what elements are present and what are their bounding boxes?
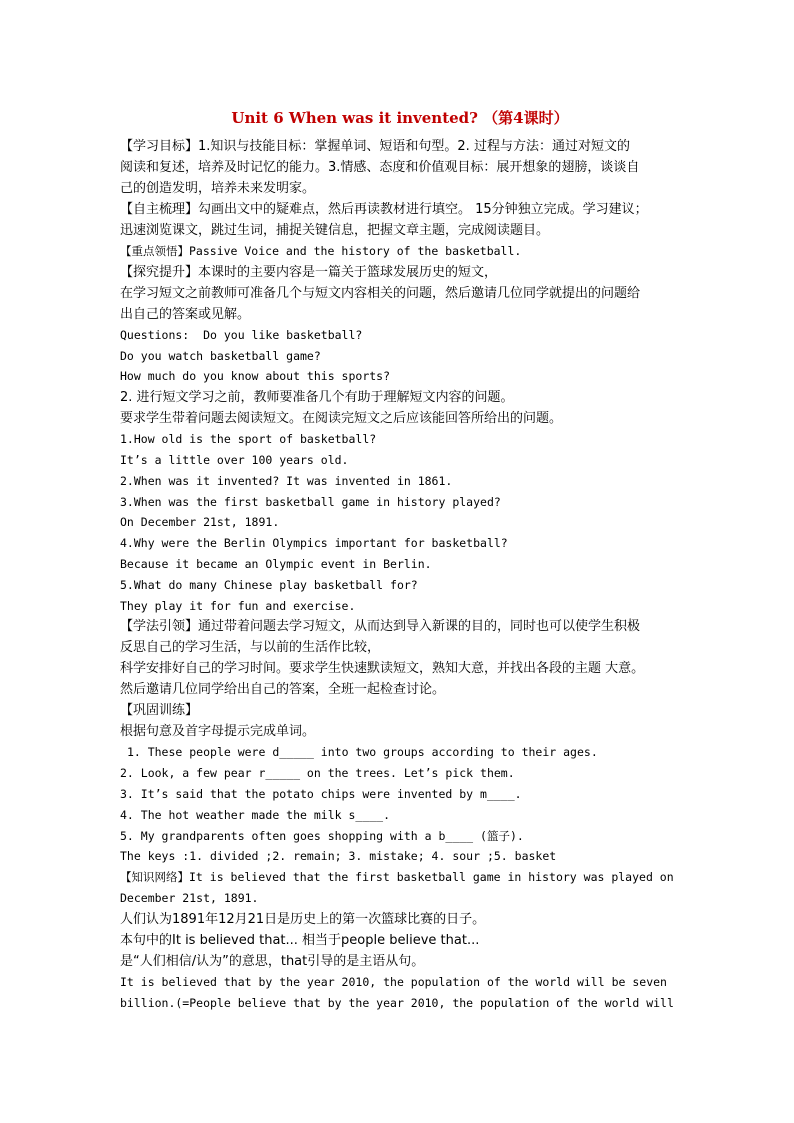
text-line: 然后邀请几位同学给出自己的答案，全班一起检查讨论。 <box>120 682 446 698</box>
text-line: 5.What do many Chinese play basketball for? <box>120 577 418 592</box>
page-title: Unit 6 When was it invented? （第4课时） <box>231 109 569 127</box>
text-line: Because it became an Olympic event in Berlin. <box>120 556 432 571</box>
text-line: 1. These people were d_____ into two groups according to their ages. <box>120 745 598 760</box>
text-line: 科学安排好自己的学习时间。要求学生快速默读短文，熟知大意，并找出各段的主题 大意。 <box>120 661 645 677</box>
text-line: 人们认为1891年12月21日是历史上的第一次篮球比赛的日子。 <box>120 911 486 927</box>
text-line: 2.When was it invented? It was invented in 1861. <box>120 473 453 488</box>
document-page <box>120 104 680 1013</box>
text-line: 4. The hot weather made the milk s____. <box>120 807 391 822</box>
text-line: Do you watch basketball game? <box>120 348 321 363</box>
document-body <box>120 136 680 1013</box>
text-line: 2. 进行短文学习之前，教师要准备几个有助于理解短文内容的问题。 <box>120 390 514 406</box>
text-line: 【探究提升】本课时的主要内容是一篇关于篮球发展历史的短文， <box>120 264 498 280</box>
text-line: 【重点领悟】Passive Voice and the history of the basketball. <box>120 244 522 258</box>
text-line: 要求学生带着问题去阅读短文。在阅读完短文之后应该能回答所给出的问题。 <box>120 411 563 427</box>
text-line: It is believed that by the year 2010, the population of the world will be seven <box>120 974 667 989</box>
text-line: 阅读和复述，培养及时记忆的能力。3.情感、态度和价值观目标：展开想象的翅膀，谈谈自 <box>120 160 640 175</box>
text-line: December 21st, 1891. <box>120 890 259 905</box>
text-line: Questions: Do you like basketball? <box>120 327 363 342</box>
text-line: They play it for fun and exercise. <box>120 598 356 613</box>
text-line: 出自己的答案或见解。 <box>120 306 251 322</box>
text-line: 【自主梳理】勾画出文中的疑难点，然后再读教材进行填空。 15分钟独立完成。学习建议； <box>120 202 648 217</box>
text-line: billion.(=People believe that by the year 2010, the population of the world will <box>120 995 674 1010</box>
text-line: 4.Why were the Berlin Olympics important for basketball? <box>120 536 508 551</box>
text-line: 反思自己的学习生活，与以前的生活作比较， <box>120 640 381 656</box>
text-line: The keys :1. divided ;2. remain; 3. mistake; 4. sour ;5. basket <box>120 849 557 864</box>
text-line: 在学习短文之前教师可准备几个与短文内容相关的问题，然后邀请几位同学就提出的问题给 <box>120 285 641 301</box>
text-line: How much do you know about this sports? <box>120 369 391 384</box>
text-line: It’s a little over 100 years old. <box>120 452 349 467</box>
text-line: 5. My grandparents often goes shopping with a b____ (篮子). <box>120 828 524 843</box>
text-line: 3.When was the first basketball game in history played? <box>120 494 501 509</box>
text-line: 【学法引领】通过带着问题去学习短文，从而达到导入新课的目的，同时也可以使学生积极 <box>120 619 641 635</box>
text-line: 2. Look, a few pear r_____ on the trees. Let’s pick them. <box>120 766 515 781</box>
text-line: 根据句意及首字母提示完成单词。 <box>120 724 316 740</box>
text-line: 【知识网络】It is believed that the first basketball game in history was played on <box>120 870 674 885</box>
text-line: On December 21st, 1891. <box>120 515 280 530</box>
text-line: 【巩固训练】 <box>120 703 199 719</box>
text-line: 【学习目标】1.知识与技能目标：掌握单词、短语和句型。2. 过程与方法：通过对短文的 <box>120 139 630 154</box>
text-line: 迅速浏览课文，跳过生词，捕捉关键信息，把握文章主题，完成阅读题目。 <box>120 223 550 238</box>
text-line: 本句中的It is believed that... 相当于people believe that... <box>120 932 480 948</box>
text-line: 是“人们相信/认为”的意思，that引导的是主语从句。 <box>120 953 425 969</box>
text-line: 己的创造发明，培养未来发明家。 <box>120 181 316 196</box>
text-line: 3. It’s said that the potato chips were invented by m____. <box>120 786 522 801</box>
text-line: 1.How old is the sport of basketball? <box>120 432 377 447</box>
